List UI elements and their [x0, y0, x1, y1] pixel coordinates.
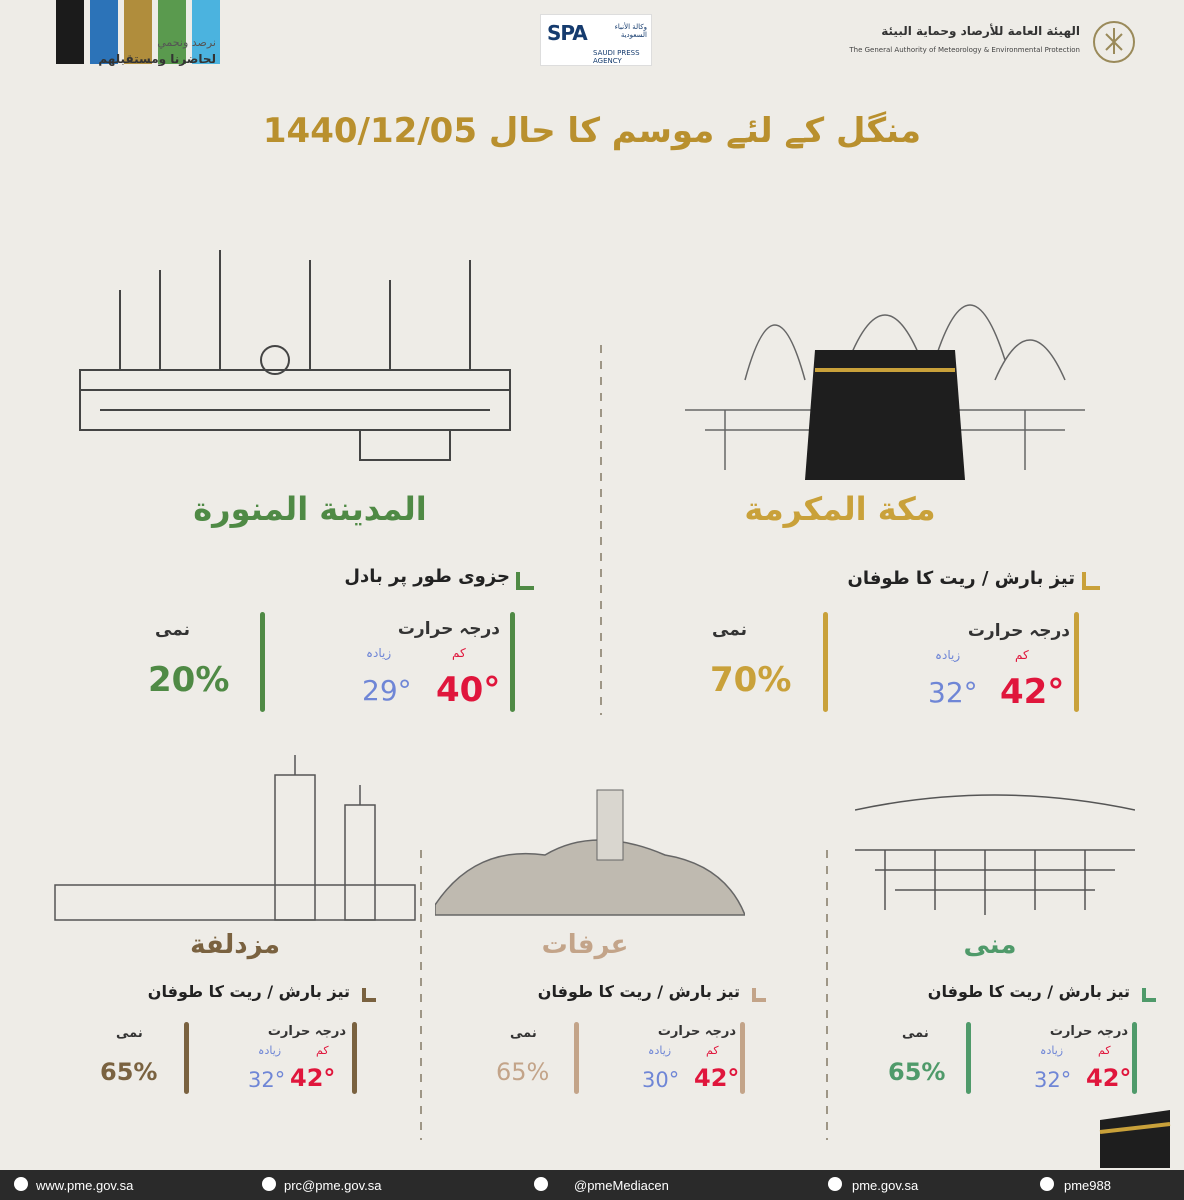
spa-text-ar: وكالة الأنباء السعودية	[614, 23, 647, 39]
mina-max-temp: 32°	[1034, 1068, 1072, 1092]
kaaba-corner-icon	[1090, 1100, 1180, 1168]
social-icon	[534, 1177, 548, 1191]
makkah-humidity-label: نمی	[712, 620, 747, 640]
footer-social[interactable]: @pmeMediacen	[574, 1178, 669, 1193]
makkah-min-label: کم	[1015, 648, 1029, 662]
center-divider	[600, 345, 602, 715]
mina-tents-illustration	[855, 790, 1135, 920]
footer-website[interactable]: www.pme.gov.sa	[36, 1178, 134, 1193]
arafat-corner-icon	[752, 988, 766, 1002]
spa-logo-mark: SPA	[547, 21, 587, 45]
logo-tagline-2: لحاضرنا ومستقبلهم	[98, 52, 216, 66]
logo-tagline-1: نرصد ونحمي	[157, 36, 216, 49]
muzdalifah-max-temp: 32°	[248, 1068, 286, 1092]
footer-phone[interactable]: pme988	[1064, 1178, 1111, 1193]
globe-icon-2	[828, 1177, 842, 1191]
footer-bar	[0, 1170, 1184, 1200]
makkah-condition: تیز بارش / ریت کا طوفان	[847, 568, 1075, 589]
mina-min-label: کم	[1098, 1044, 1111, 1057]
makkah-max-label: زیادہ	[935, 648, 961, 662]
madinah-temp-label: درجہ حرارت	[397, 619, 500, 639]
mina-condition: تیز بارش / ریت کا طوفان	[927, 982, 1130, 1001]
muzdalifah-max-label: زیادہ	[258, 1044, 282, 1057]
spa-logo	[540, 14, 652, 66]
muzdalifah-humidity: 65%	[100, 1058, 158, 1086]
phone-icon	[1040, 1177, 1054, 1191]
makkah-corner-icon	[1082, 572, 1100, 590]
makkah-temp-label: درجہ حرارت	[967, 621, 1070, 641]
muzdalifah-corner-icon	[362, 988, 376, 1002]
makkah-humidity: 70%	[710, 660, 792, 700]
arafat-temp-label: درجہ حرارت	[657, 1024, 736, 1039]
madinah-corner-icon	[516, 572, 534, 590]
madinah-min-label: کم	[452, 646, 466, 660]
footer-email[interactable]: prc@pme.gov.sa	[284, 1178, 382, 1193]
globe-icon	[14, 1177, 28, 1191]
arafat-min-label: کم	[706, 1044, 719, 1057]
madinah-condition: جزوی طور پر بادل	[344, 566, 510, 587]
madinah-name: المدينة المنورة	[193, 490, 427, 528]
arafat-name: عرفات	[541, 930, 629, 960]
madinah-max-temp: 29°	[362, 674, 412, 707]
bottom-divider-right	[826, 850, 828, 1140]
kaaba-illustration	[665, 240, 1095, 500]
arafat-max-label: زیادہ	[648, 1044, 672, 1057]
muzdalifah-temp-bar	[352, 1022, 357, 1094]
mina-max-label: زیادہ	[1040, 1044, 1064, 1057]
bottom-divider-left	[420, 850, 422, 1140]
mina-humidity-bar	[966, 1022, 971, 1094]
arafat-min-temp: 42°	[694, 1064, 740, 1092]
footer-website-2[interactable]: pme.gov.sa	[852, 1178, 919, 1193]
pme-name-ar: الهيئة العامة للأرصاد وحماية البيئة	[881, 24, 1080, 38]
mina-corner-icon	[1142, 988, 1156, 1002]
muzdalifah-min-temp: 42°	[290, 1064, 336, 1092]
madinah-max-label: زیادہ	[366, 646, 392, 660]
muzdalifah-condition: تیز بارش / ریت کا طوفان	[147, 982, 350, 1001]
arafat-max-temp: 30°	[642, 1068, 680, 1092]
arafat-humidity-label: نمی	[510, 1026, 537, 1041]
mina-humidity-label: نمی	[902, 1026, 929, 1041]
mina-name: منى	[963, 930, 1017, 960]
muzdalifah-humidity-bar	[184, 1022, 189, 1094]
makkah-temp-bar	[1074, 612, 1079, 712]
arafat-mountain-illustration	[435, 785, 745, 925]
muzdalifah-name: مزدلفة	[190, 930, 280, 960]
pme-logo	[840, 20, 1140, 70]
mina-temp-label: درجہ حرارت	[1049, 1024, 1128, 1039]
makkah-name: مكة المكرمة	[744, 490, 936, 528]
pme-emblem-icon	[1092, 20, 1136, 64]
madinah-temp-bar	[510, 612, 515, 712]
arafat-condition: تیز بارش / ریت کا طوفان	[537, 982, 740, 1001]
madinah-humidity-label: نمی	[155, 620, 190, 640]
muzdalifah-temp-label: درجہ حرارت	[267, 1024, 346, 1039]
madinah-min-temp: 40°	[436, 670, 501, 710]
muzdalifah-mosque-illustration	[45, 755, 435, 925]
email-icon	[262, 1177, 276, 1191]
page-title: منگل کے لئے موسم کا حال 1440/12/05	[262, 111, 922, 151]
banner-black	[56, 0, 84, 64]
madinah-mosque-illustration	[60, 250, 530, 470]
madinah-humidity: 20%	[148, 660, 230, 700]
mina-min-temp: 42°	[1086, 1064, 1132, 1092]
arafat-temp-bar	[740, 1022, 745, 1094]
madinah-humidity-bar	[260, 612, 265, 712]
makkah-max-temp: 32°	[928, 676, 978, 709]
makkah-humidity-bar	[823, 612, 828, 712]
muzdalifah-min-label: کم	[316, 1044, 329, 1057]
muzdalifah-humidity-label: نمی	[116, 1026, 143, 1041]
pme-name-en: The General Authority of Meteorology & Environmental Protection	[849, 46, 1080, 54]
makkah-min-temp: 42°	[1000, 672, 1065, 712]
arafat-humidity-bar	[574, 1022, 579, 1094]
arafat-humidity: 65%	[496, 1058, 550, 1086]
mina-humidity: 65%	[888, 1058, 946, 1086]
mina-temp-bar	[1132, 1022, 1137, 1094]
spa-text-en: SAUDI PRESS AGENCY	[593, 49, 640, 65]
